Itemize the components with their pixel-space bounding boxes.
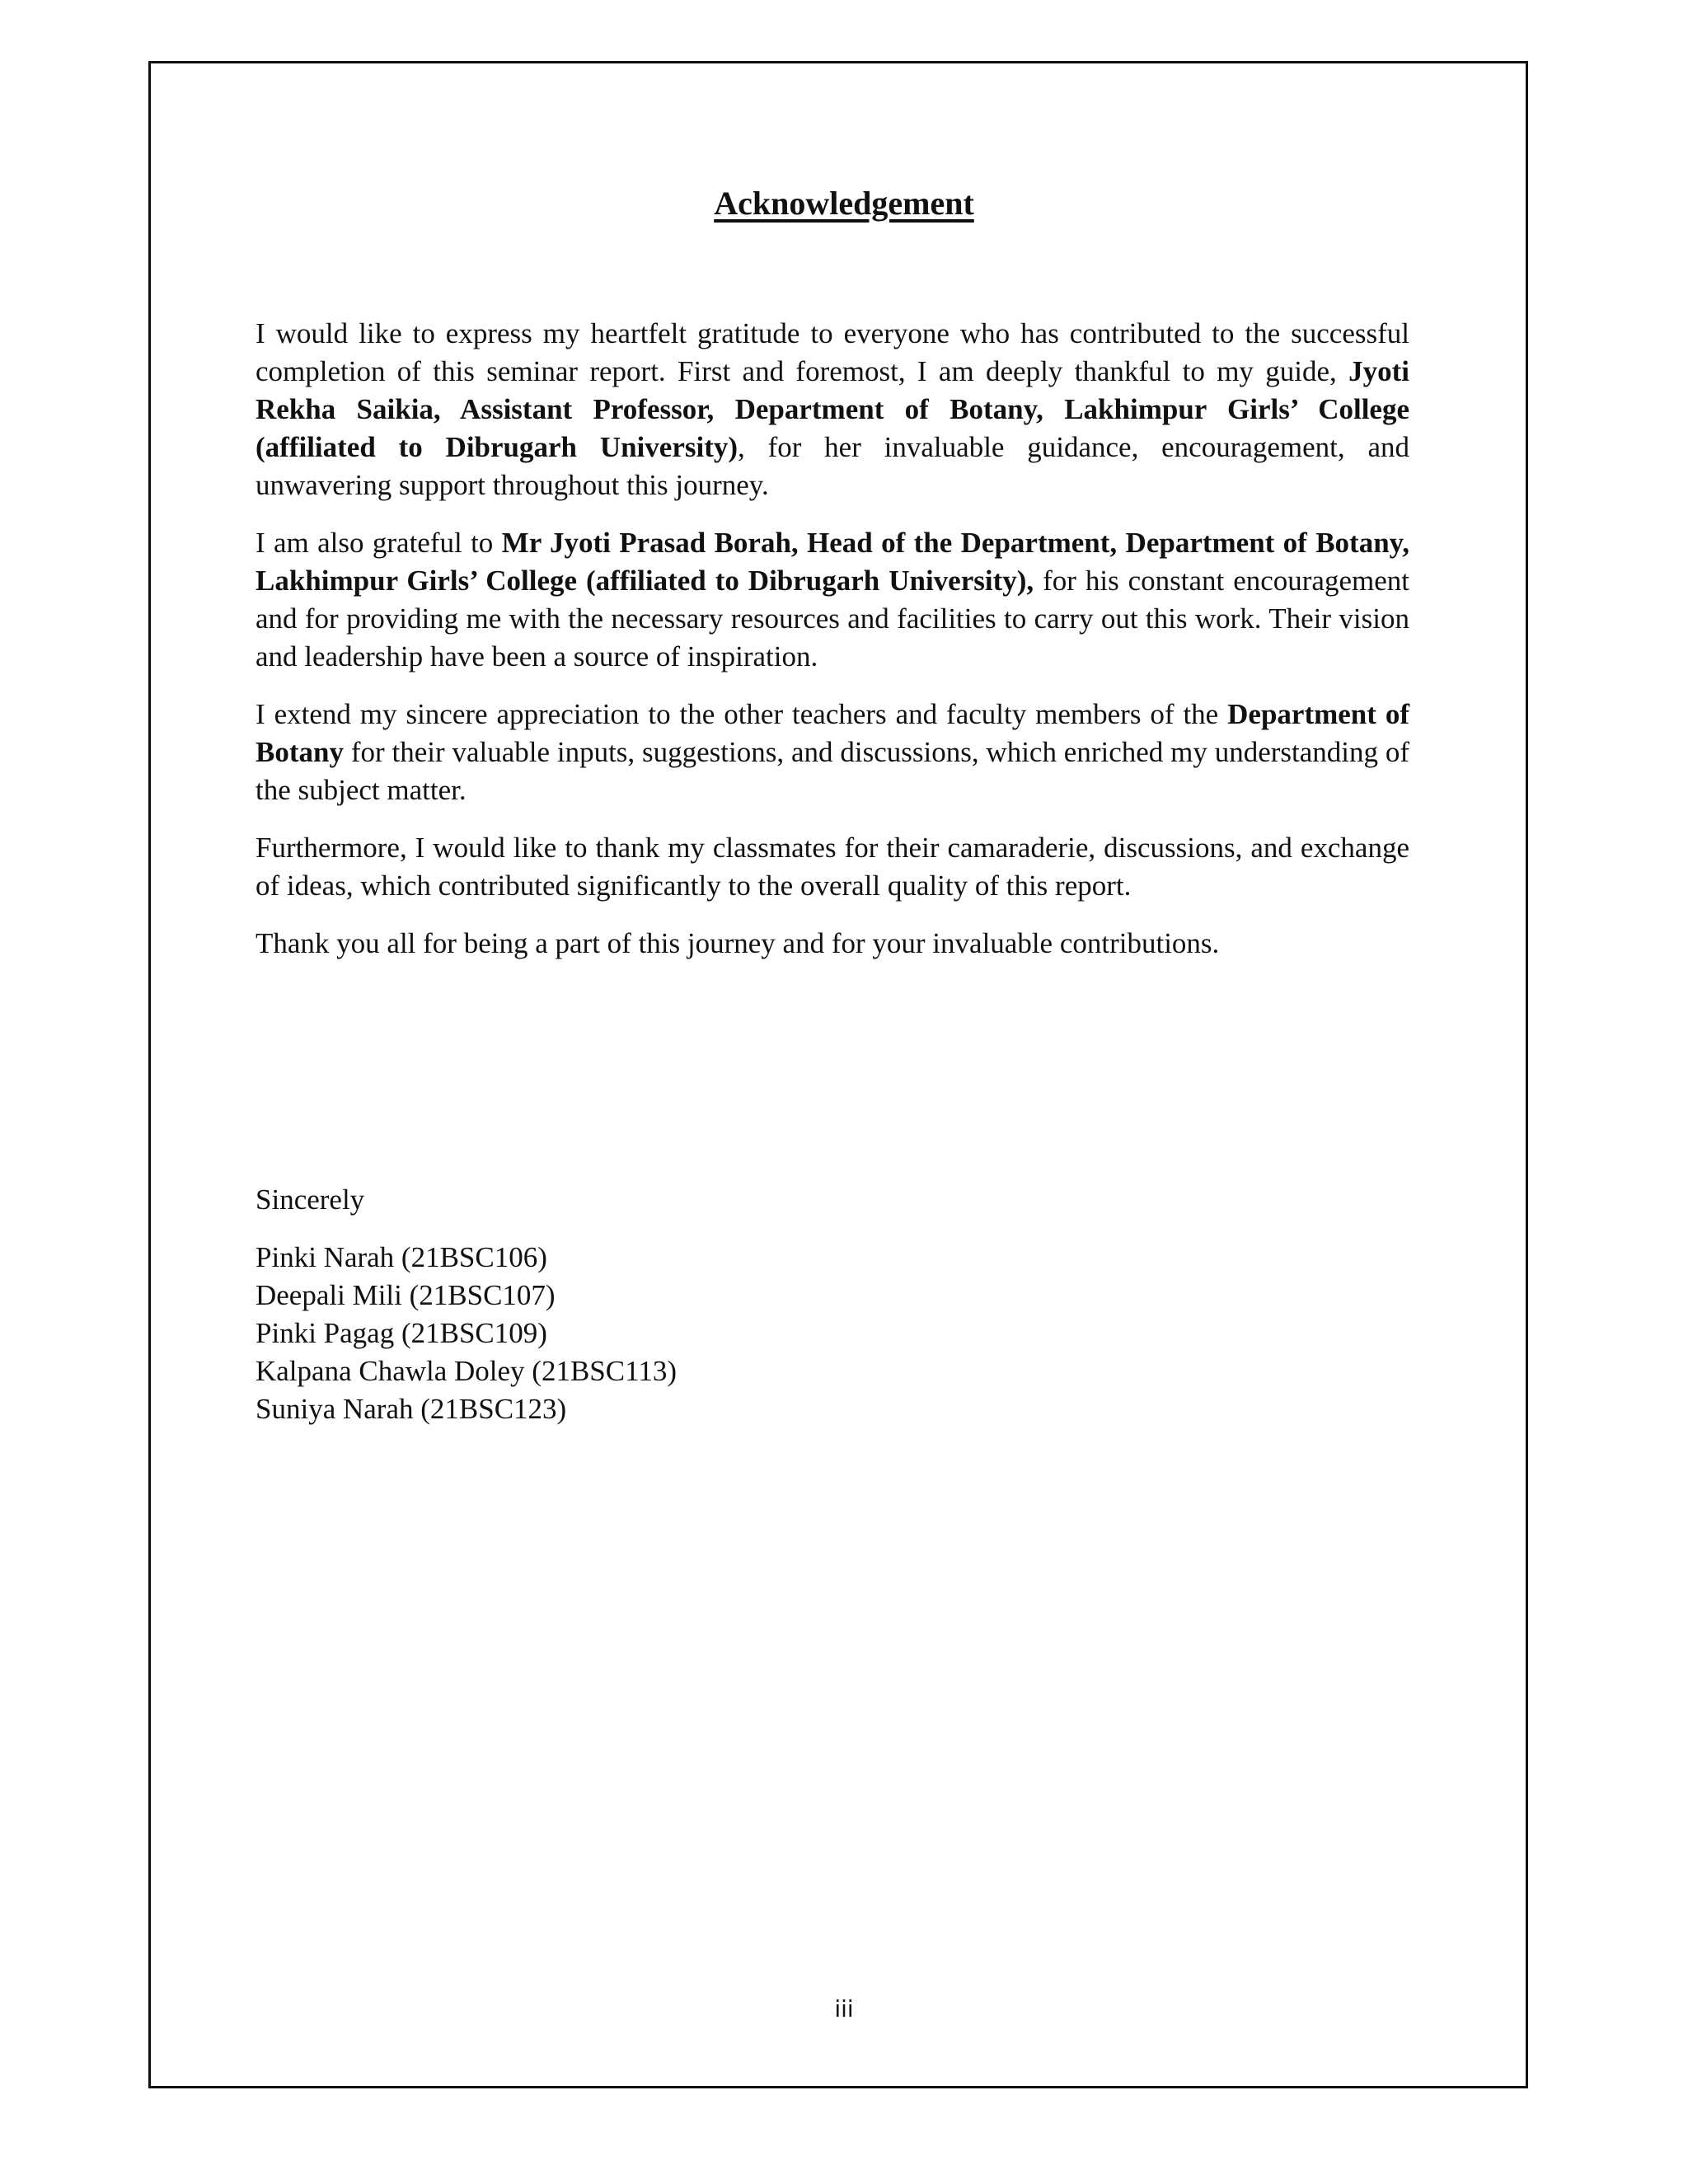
paragraph-text: for his constant encouragement and for providing me with the necessary resources and facilities to carry out this work. Their vision and leadership have been a source of inspiration. — [256, 565, 1409, 673]
signatory: Kalpana Chawla Doley (21BSC113) — [256, 1355, 677, 1387]
guide-name: Jyoti Rekha Saikia, Assistant Professor, Department of Botany, Lakhimpur Girls’ College (affiliated to Dibrugarh University) — [256, 355, 1409, 463]
page-number: iii — [834, 1995, 854, 2022]
signatory: Pinki Narah (21BSC106) — [256, 1241, 547, 1273]
signatory: Suniya Narah (21BSC123) — [256, 1393, 567, 1425]
signatory-list — [256, 1239, 677, 1428]
paragraph — [256, 925, 1409, 963]
paragraph-text: Furthermore, I would like to thank my classmates for their camaraderie, discussions, and exchange of ideas, which contributed significantly to the overall quality of this report. — [256, 832, 1409, 902]
signatory: Deepali Mili (21BSC107) — [256, 1279, 556, 1311]
paragraph-text: I would like to express my heartfelt gratitude to everyone who has contributed to the successful completion of this seminar report. First and foremost, I am deeply thankful to my guide, — [256, 317, 1409, 387]
paragraph-text: Thank you all for being a part of this journey and for your invaluable contributions. — [256, 927, 1220, 959]
paragraph-text: I am also grateful to — [256, 527, 502, 559]
paragraph — [256, 524, 1409, 676]
signatory: Pinki Pagag (21BSC109) — [256, 1317, 547, 1349]
paragraph-text: , for her invaluable guidance, encouragement, and unwavering support throughout this journey. — [256, 431, 1409, 501]
page-title: Acknowledgement — [714, 185, 974, 222]
acknowledgement-body — [256, 315, 1409, 982]
paragraph — [256, 829, 1409, 905]
paragraph-text: for their valuable inputs, suggestions, and discussions, which enriched my understanding of the subject matter. — [256, 736, 1409, 806]
department-name: Department of Botany — [256, 698, 1409, 768]
paragraph-text: I extend my sincere appreciation to the other teachers and faculty members of the — [256, 698, 1228, 730]
closing-salutation: Sincerely — [256, 1183, 365, 1216]
paragraph — [256, 696, 1409, 809]
paragraph — [256, 315, 1409, 504]
hod-name: Mr Jyoti Prasad Borah, Head of the Department, Department of Botany, Lakhimpur Girls’ College (affiliated to Dibrugarh University), — [256, 527, 1409, 597]
